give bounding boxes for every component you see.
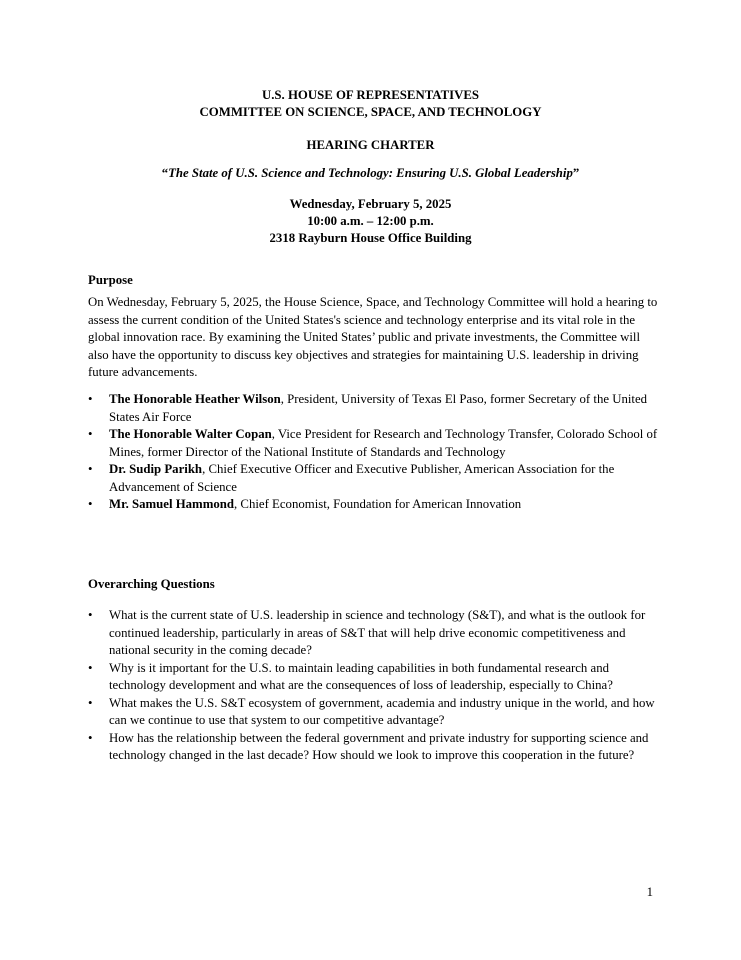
questions-list [88, 607, 663, 765]
bullet-icon: • [88, 730, 93, 745]
bullet-icon: • [88, 608, 93, 622]
header-line-2: COMMITTEE ON SCIENCE, SPACE, AND TECHNOLOGY [199, 105, 542, 119]
hearing-title [0, 165, 741, 183]
witness-name: Mr. Samuel Hammond [109, 497, 235, 511]
witness-item [88, 461, 663, 496]
question-text: What is the current state of U.S. leadership in science and technology (S&T), and what is the outlook for continued leadership, particularly in areas of S&T that will help drive economic competitiveness and national security in the coming decade? [109, 608, 646, 657]
witness-name: The Honorable Heather Wilson [109, 392, 281, 406]
question-item [88, 607, 663, 660]
witness-name: Dr. Sudip Parikh [109, 462, 203, 476]
purpose-paragraph: On Wednesday, February 5, 2025, the House Science, Space, and Technology Committee will hold a hearing to assess the current condition of the United States's science and technology enterprise and its vital role in the global innovation race. By examining the United States’ public and private investments, the Committee will also have the opportunity to discuss key objectives and strategies for maintaining U.S. leadership in driving future advancements. [88, 295, 658, 379]
hearing-date: Wednesday, February 5, 2025 [289, 197, 452, 211]
question-text: Why is it important for the U.S. to maintain leading capabilities in both fundamental research and technology development and what are the consequences of loss of leadership, especially to China? [109, 660, 613, 692]
title-close-quote: ” [572, 166, 580, 180]
bullet-icon: • [88, 462, 93, 476]
bullet-icon: • [88, 497, 93, 511]
title-open-quote: “ [161, 166, 169, 180]
purpose-heading: Purpose [88, 273, 133, 287]
hearing-time: 10:00 a.m. – 12:00 p.m. [307, 214, 434, 228]
witness-detail: , President, University of Texas El Paso, former Secretary of the United States Air Force [109, 392, 648, 424]
question-item [88, 730, 663, 765]
witness-detail: , Chief Executive Officer and Executive Publisher, American Association for the Advancement of Science [109, 462, 615, 494]
hearing-location: 2318 Rayburn House Office Building [269, 231, 472, 245]
witness-name: The Honorable Walter Copan [109, 427, 272, 441]
witness-list [88, 391, 663, 514]
questions-heading: Overarching Questions [88, 577, 215, 591]
witness-detail: , Chief Economist, Foundation for American Innovation [234, 497, 522, 511]
page-number: 1 [646, 885, 653, 899]
question-item [88, 695, 663, 730]
bullet-icon: • [88, 660, 93, 675]
question-text: What makes the U.S. S&T ecosystem of government, academia and industry unique in the world, and how can we continue to use that system to our competitive advantage? [109, 695, 655, 727]
witness-item [88, 426, 663, 461]
witness-item [88, 391, 663, 426]
title-text: The State of U.S. Science and Technology: Ensuring U.S. Global Leadership [168, 166, 573, 180]
header-line-1: U.S. HOUSE OF REPRESENTATIVES [261, 88, 479, 102]
bullet-icon: • [88, 427, 93, 441]
witness-item [88, 496, 663, 514]
hearing-charter-label: HEARING CHARTER [306, 138, 435, 152]
bullet-icon: • [88, 695, 93, 710]
bullet-icon: • [88, 392, 93, 406]
witness-detail: , Vice President for Research and Technology Transfer, Colorado School of Mines, former Director of the National Institute of Standards and Technology [109, 427, 658, 459]
question-text: How has the relationship between the federal government and private industry for supporting science and technology changed in the last decade? How should we look to improve this cooperation in the future? [109, 730, 649, 762]
question-item [88, 660, 663, 695]
